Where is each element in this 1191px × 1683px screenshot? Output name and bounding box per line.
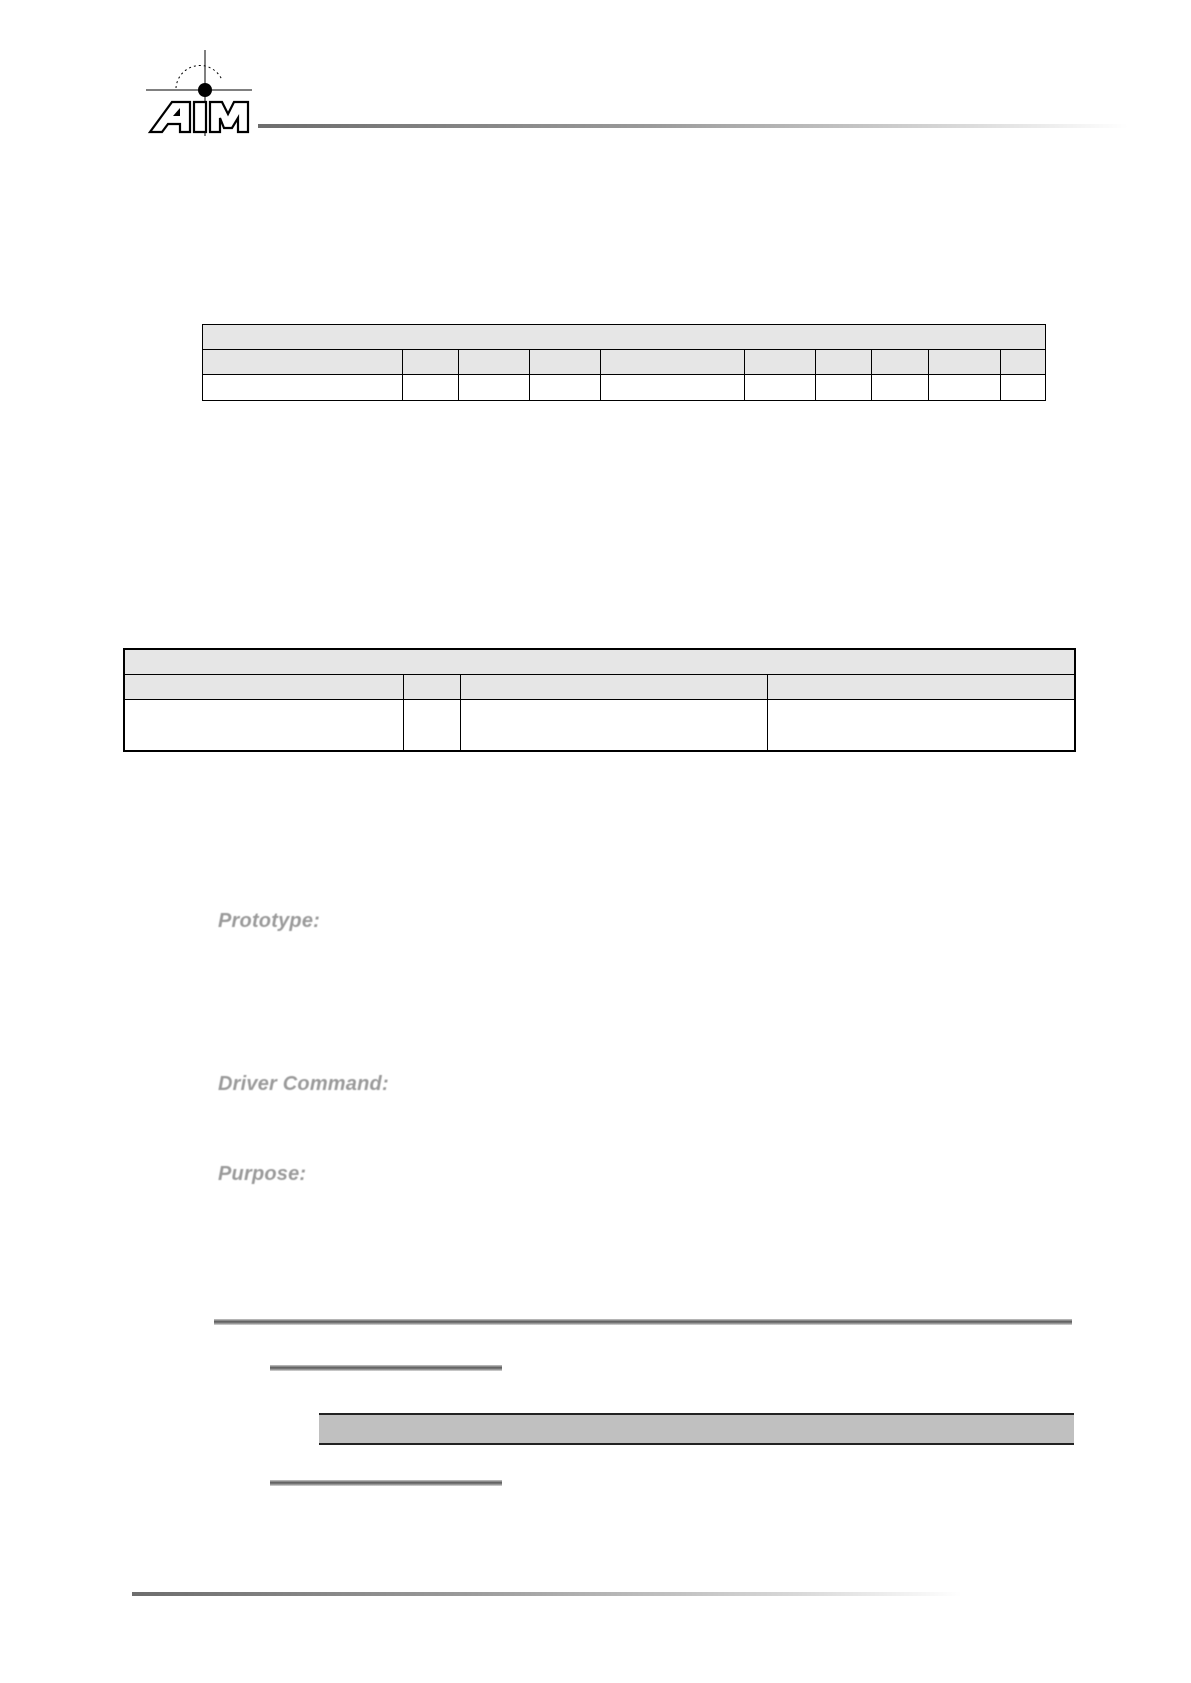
table-1-cell [872,375,929,401]
table-1-header-cell [530,350,601,375]
header-rule [258,124,1128,128]
table-1-header-cell [929,350,1001,375]
table-1-header-cell [1001,350,1046,375]
parameter-table-2 [123,648,1076,752]
table-1-cell [601,375,745,401]
table-1-header-cell [872,350,929,375]
table-1-cell [745,375,816,401]
driver-command-heading: Driver Command: [218,1073,389,1095]
table-2-cell [460,700,767,752]
table-1-cell [459,375,530,401]
table-2-header-cell [767,675,1075,700]
table-1-header-cell [601,350,745,375]
code-block-bar [319,1413,1074,1445]
table-1-cell [203,375,403,401]
footer-rule [132,1592,962,1596]
table-1-title-row [203,325,1046,350]
table-2-title-row [124,649,1075,675]
table-2-cell [124,700,403,752]
aim-logo-icon [146,50,252,136]
table-1-header-row [203,350,1046,375]
table-1-cell [403,375,459,401]
table-2-title-cell [124,649,1075,675]
table-2-header-cell [403,675,460,700]
table-1-header-cell [203,350,403,375]
table-2-row [124,700,1075,752]
prototype-heading: Prototype: [218,910,320,932]
table-2-header-cell [460,675,767,700]
table-1-cell [929,375,1001,401]
table-2-cell [767,700,1075,752]
table-1-header-cell [459,350,530,375]
table-2-header-row [124,675,1075,700]
purpose-heading: Purpose: [218,1163,307,1185]
table-1-header-cell [745,350,816,375]
table-2-cell [403,700,460,752]
section-divider-rule [214,1319,1072,1325]
subsection-rule [270,1365,502,1371]
table-1-header-cell [403,350,459,375]
table-1-row [203,375,1046,401]
table-1-cell [1001,375,1046,401]
table-1-cell [530,375,601,401]
table-1-title-cell [203,325,1046,350]
subsection-rule [270,1480,502,1486]
table-1-header-cell [816,350,872,375]
table-2-header-cell [124,675,403,700]
table-1-cell [816,375,872,401]
register-table-1 [202,324,1046,401]
